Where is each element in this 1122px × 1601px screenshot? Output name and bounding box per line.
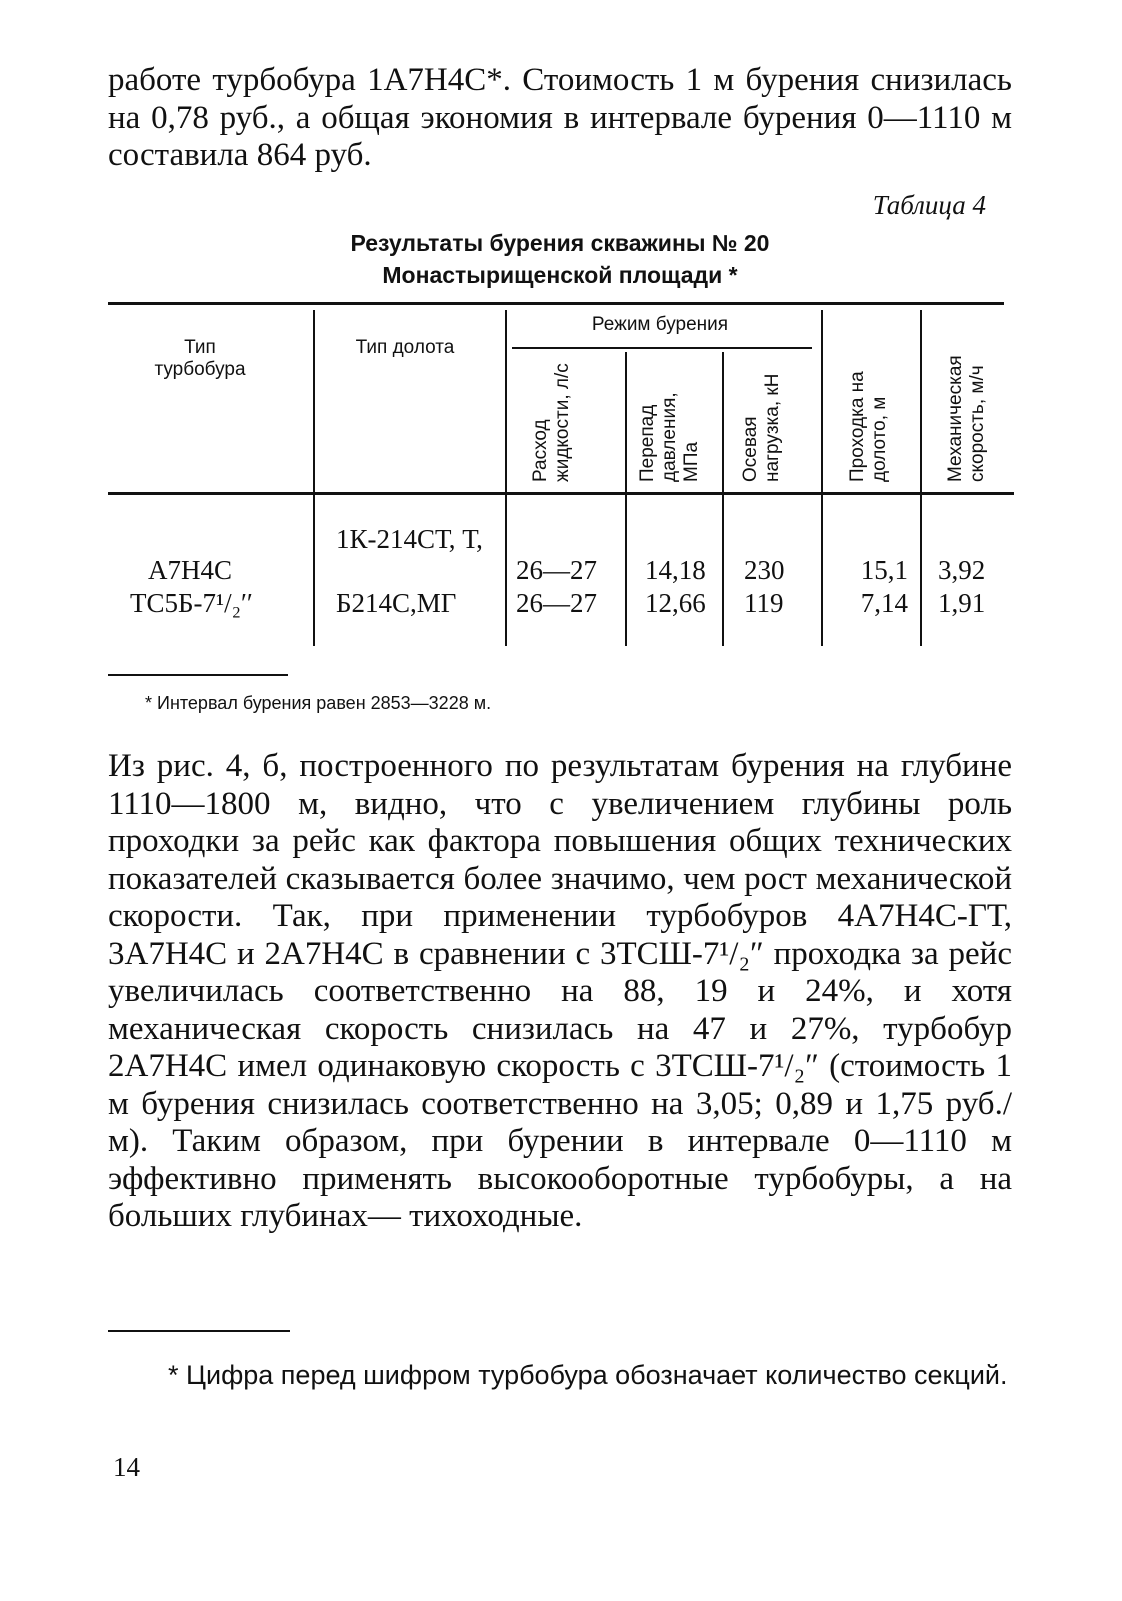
table-title-line-2: Монастырищенской площади * <box>382 262 738 288</box>
cell-bit-row1-text: 1К-214СТ, Т, <box>336 524 483 554</box>
cell-load-row1: 230 <box>744 555 785 585</box>
table-vline-5 <box>821 310 823 646</box>
cell-turbodrill-row2: ТС5Б-7¹/₂′′ <box>130 588 253 618</box>
page-footnote-divider <box>108 1330 290 1332</box>
table-vline-2 <box>505 310 507 646</box>
cell-turbodrill-row1: А7Н4С <box>148 555 233 585</box>
cell-bit-row1 <box>336 524 496 555</box>
cell-penetration-row2: 7,14 <box>860 588 908 618</box>
table-caption: Таблица 4 <box>872 190 986 220</box>
table-title <box>108 227 1012 291</box>
header-bottom-rule <box>108 492 1014 495</box>
cell-flow-row1: 26—27 <box>516 555 597 585</box>
table-vline-1 <box>313 310 315 646</box>
header-load: Осевая нагрузка, кН <box>740 373 783 482</box>
paragraph-top: работе турбобура 1А7Н4С*. Стоимость 1 м бурения снизилась на 0,78 руб., а общая экономия в интервале бурения 0—1110 м составила 864 руб. <box>108 62 1012 173</box>
table-vline-6 <box>920 310 922 646</box>
page-number: 14 <box>113 1452 140 1482</box>
mode-group-rule <box>512 347 812 349</box>
header-speed: Механическая скорость, м/ч <box>945 355 988 482</box>
paragraph-main: Из рис. 4, б, построенного по результатам бурения на глубине 1110—1800 м, видно, что с увеличением глубины роль проходки за рейс как фактора повышения общих технических показателей сказывается более значимо, чем рост механической скорости. Так, при применении турбобуров 4А7Н4С-ГТ, 3А7Н4С и 2А7Н4С в сравнении с 3ТСШ-7¹/₂″ проходка за рейс увеличилась соответственно на 88, 19 и 24%, и хотя механическая скорость снизилась на 47 и 27%, турбобур 2А7Н4С имел одинаковую скорость с 3ТСШ-7¹/₂″ (стоимость 1 м бурения снизилась соответственно на 3,05; 0,89 и 1,75 руб./м). Таким образом, при бурении в интервале 0—1110 м эффективно применять высокооборотные турбобуры, а на больших глубинах— тихоходные. <box>108 748 1012 1234</box>
header-penetration: Проходка на долото, м <box>847 371 890 482</box>
table-footnote: * Интервал бурения равен 2853—3228 м. <box>145 693 492 713</box>
table-footnote-divider <box>108 674 288 676</box>
cell-load-row2: 119 <box>744 588 784 618</box>
table-top-rule <box>108 302 1004 305</box>
cell-flow-row2: 26—27 <box>516 588 597 618</box>
cell-speed-row1: 3,92 <box>938 555 986 585</box>
header-bit-type: Тип долота <box>355 337 455 358</box>
cell-pressure-row2: 12,66 <box>645 588 706 618</box>
cell-pressure-row1: 14,18 <box>645 555 706 585</box>
cell-speed-row2: 1,91 <box>938 588 986 618</box>
table-vline-4 <box>722 352 724 646</box>
header-pressure: Перепад давления, МПа <box>637 392 702 482</box>
header-mode-group: Режим бурения <box>591 314 729 335</box>
table-vline-3 <box>625 352 627 646</box>
page-footnote: * Цифра перед шифром турбобура обозначает количество секций. <box>168 1360 1008 1390</box>
header-flow: Расход жидкости, л/с <box>530 363 573 482</box>
table-title-line-1: Результаты бурения скважины № 20 <box>350 230 770 256</box>
header-turbodrill-type: Тип турбобура <box>154 337 246 380</box>
cell-bit-row2: Б214С,МГ <box>336 588 457 618</box>
cell-penetration-row1: 15,1 <box>860 555 908 585</box>
